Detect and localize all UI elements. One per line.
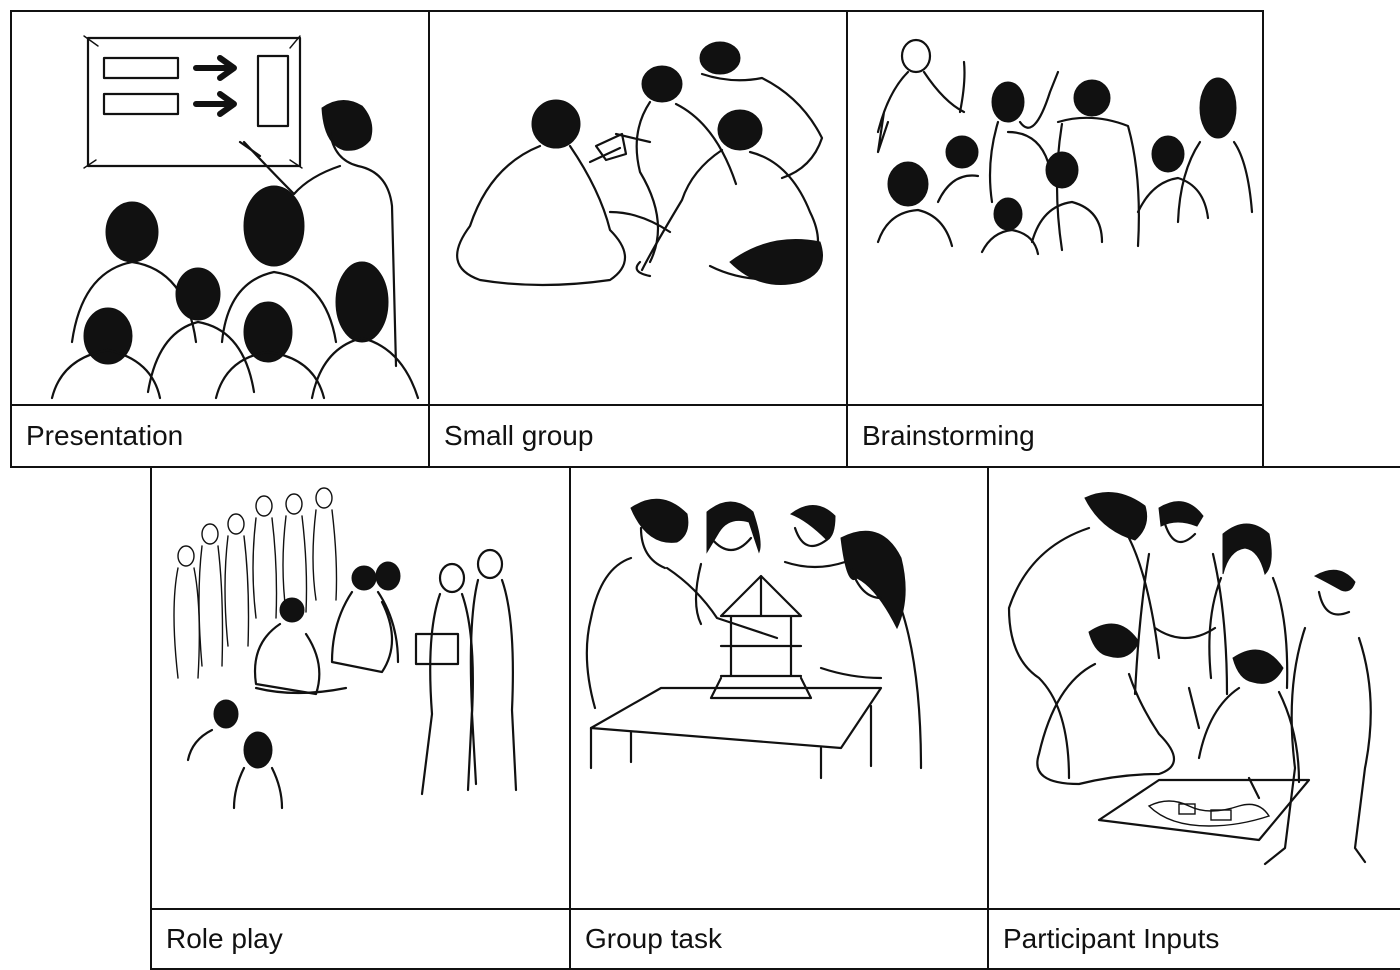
caption-small-group: [428, 404, 848, 468]
caption-participant-inputs: [987, 908, 1400, 970]
caption-role-play: [150, 908, 571, 970]
caption-presentation-label: Presentation: [26, 420, 184, 451]
caption-brainstorming-label: Brainstorming: [862, 420, 1035, 451]
illustration-small-group: [428, 10, 848, 406]
caption-presentation: [10, 404, 430, 468]
presentation-drawing: [12, 12, 430, 406]
illustration-role-play: [150, 466, 571, 910]
group-task-drawing: [571, 468, 989, 910]
caption-small-group-label: Small group: [444, 420, 594, 451]
brainstorming-drawing: [848, 12, 1264, 406]
small-group-drawing: [430, 12, 848, 406]
illustration-group-task: [569, 466, 989, 910]
illustration-presentation: [10, 10, 430, 406]
caption-group-task-label: Group task: [585, 923, 722, 954]
illustration-brainstorming: [846, 10, 1264, 406]
caption-role-play-label: Role play: [166, 923, 283, 954]
participant-inputs-drawing: [989, 468, 1400, 910]
caption-participant-inputs-label: Participant Inputs: [1003, 923, 1220, 954]
caption-group-task: [569, 908, 989, 970]
illustration-participant-inputs: [987, 466, 1400, 910]
role-play-drawing: [152, 468, 571, 910]
caption-brainstorming: [846, 404, 1264, 468]
